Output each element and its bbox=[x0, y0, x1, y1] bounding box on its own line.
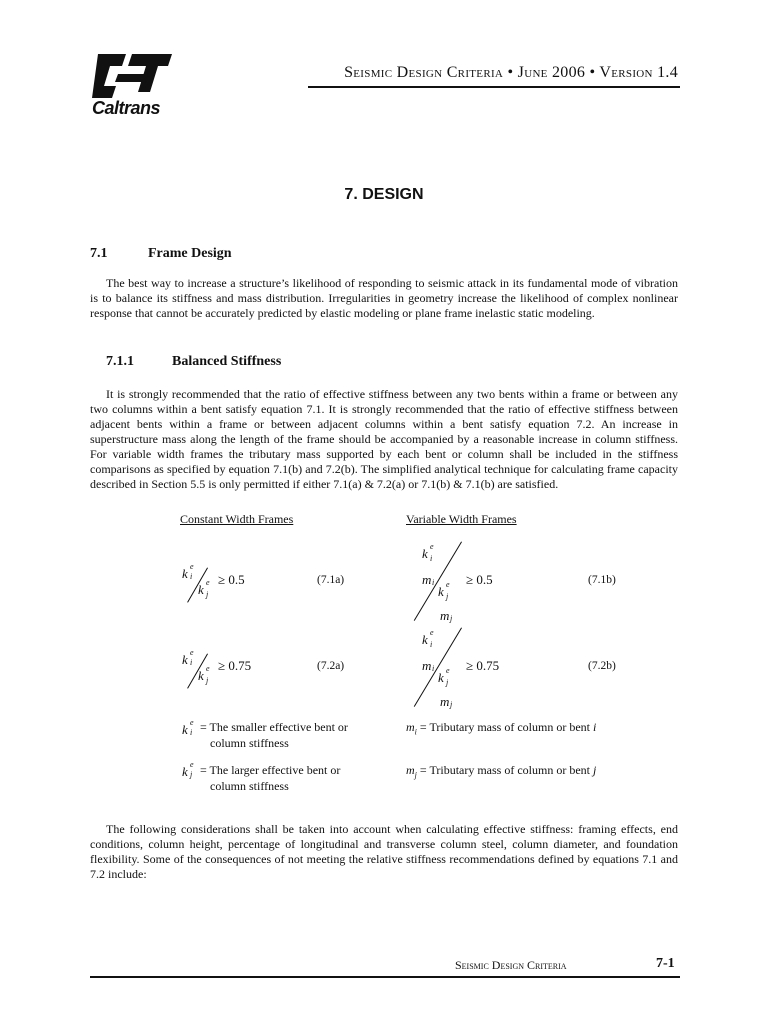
definition-kj-line2: column stiffness bbox=[210, 779, 289, 793]
symbol-ki: k e i bbox=[182, 718, 194, 737]
equation-7-2b-fraction: k e i m i k e j m j bbox=[418, 626, 468, 710]
equation-7-2b-label: (7.2b) bbox=[588, 660, 616, 672]
label-constant-width: Constant Width Frames bbox=[180, 512, 294, 526]
equation-7-2a-fraction: k e i k e j bbox=[182, 648, 222, 692]
section-number: 7.1 bbox=[90, 246, 108, 261]
equation-7-2a-label: (7.2a) bbox=[317, 660, 345, 672]
logo-wordmark: Caltrans bbox=[92, 98, 161, 118]
equation-7-1a-fraction: k e i k e j bbox=[182, 562, 222, 606]
equation-7-1b-fraction: k e i m i k e j m j bbox=[418, 540, 468, 624]
footer-rule bbox=[90, 976, 680, 978]
equation-7-1a-label: (7.1a) bbox=[317, 574, 345, 586]
symbol-kj: k e j bbox=[182, 760, 194, 779]
subsection-number: 7.1.1 bbox=[106, 354, 134, 369]
page-number: 7-1 bbox=[656, 956, 675, 971]
header-title: Seismic Design Criteria • June 2006 • Version 1.4 bbox=[344, 64, 678, 81]
definition-kj-line1: = The larger effective bent or bbox=[200, 763, 341, 777]
equation-7-1a-rhs: ≥ 0.5 bbox=[218, 572, 245, 587]
definition-ki-line1: = The smaller effective bent or bbox=[200, 720, 348, 734]
definition-mi: $m_i$ = Tributary mass of column or bent i bbox=[406, 720, 597, 737]
paragraph-balanced-stiffness: It is strongly recommended that the ratio of effective stiffness between any two bents within a frame or between any two columns within a bent satisfy equation 7.1. It is strongly recommended that the ratio of effective stiffness between adjacent bents within a frame or between adjacent columns within a bent satisfy equation 7.2. An increase in superstructure mass along the length of the frame should be accompanied by a reasonable increase in column stiffness. For variable width frames the tributary mass supported by each bent or column shall be included in the stiffness comparisons as specified by equation 7.1(b) and 7.2(b). The simplified analytical technique for calculating frame capacity described in Section 5.5 is only permitted if either 7.1(a) & 7.2(a) or 7.1(b) & 7.1(b) are satisfied. bbox=[90, 387, 678, 491]
header-rule bbox=[308, 86, 680, 88]
equation-7-2a-rhs: ≥ 0.75 bbox=[218, 658, 252, 673]
paragraph-intro: The best way to increase a structure’s likelihood of responding to seismic attack in its fundamental mode of vibration is to balance its stiffness and mass distribution. Irregularities in geometry increase the likelihood of complex nonlinear response that cannot be accurately predicted by elastic modeling or plane frame inelastic static modeling. bbox=[90, 276, 678, 320]
footer-title: Seismic Design Criteria bbox=[455, 958, 567, 972]
definition-ki-line2: column stiffness bbox=[210, 736, 289, 750]
label-variable-width: Variable Width Frames bbox=[406, 512, 517, 526]
equation-7-1b-label: (7.1b) bbox=[588, 574, 616, 586]
paragraph-considerations: The following considerations shall be taken into account when calculating effective stiffness: framing effects, end conditions, column height, percentage of longitudinal and transverse column steel, column diameter, and foundation flexibility. Some of the consequences of not meeting the relative stiffness recommendations defined by equations 7.1 and 7.2 include: bbox=[90, 822, 678, 881]
chapter-title: 7. DESIGN bbox=[344, 186, 424, 203]
subsection-title: Balanced Stiffness bbox=[172, 354, 282, 369]
section-title: Frame Design bbox=[148, 246, 232, 261]
equation-7-1b-rhs: ≥ 0.5 bbox=[466, 572, 493, 587]
definition-mj: $m_j$ = Tributary mass of column or bent j bbox=[406, 763, 597, 780]
equation-7-2b-rhs: ≥ 0.75 bbox=[466, 658, 500, 673]
